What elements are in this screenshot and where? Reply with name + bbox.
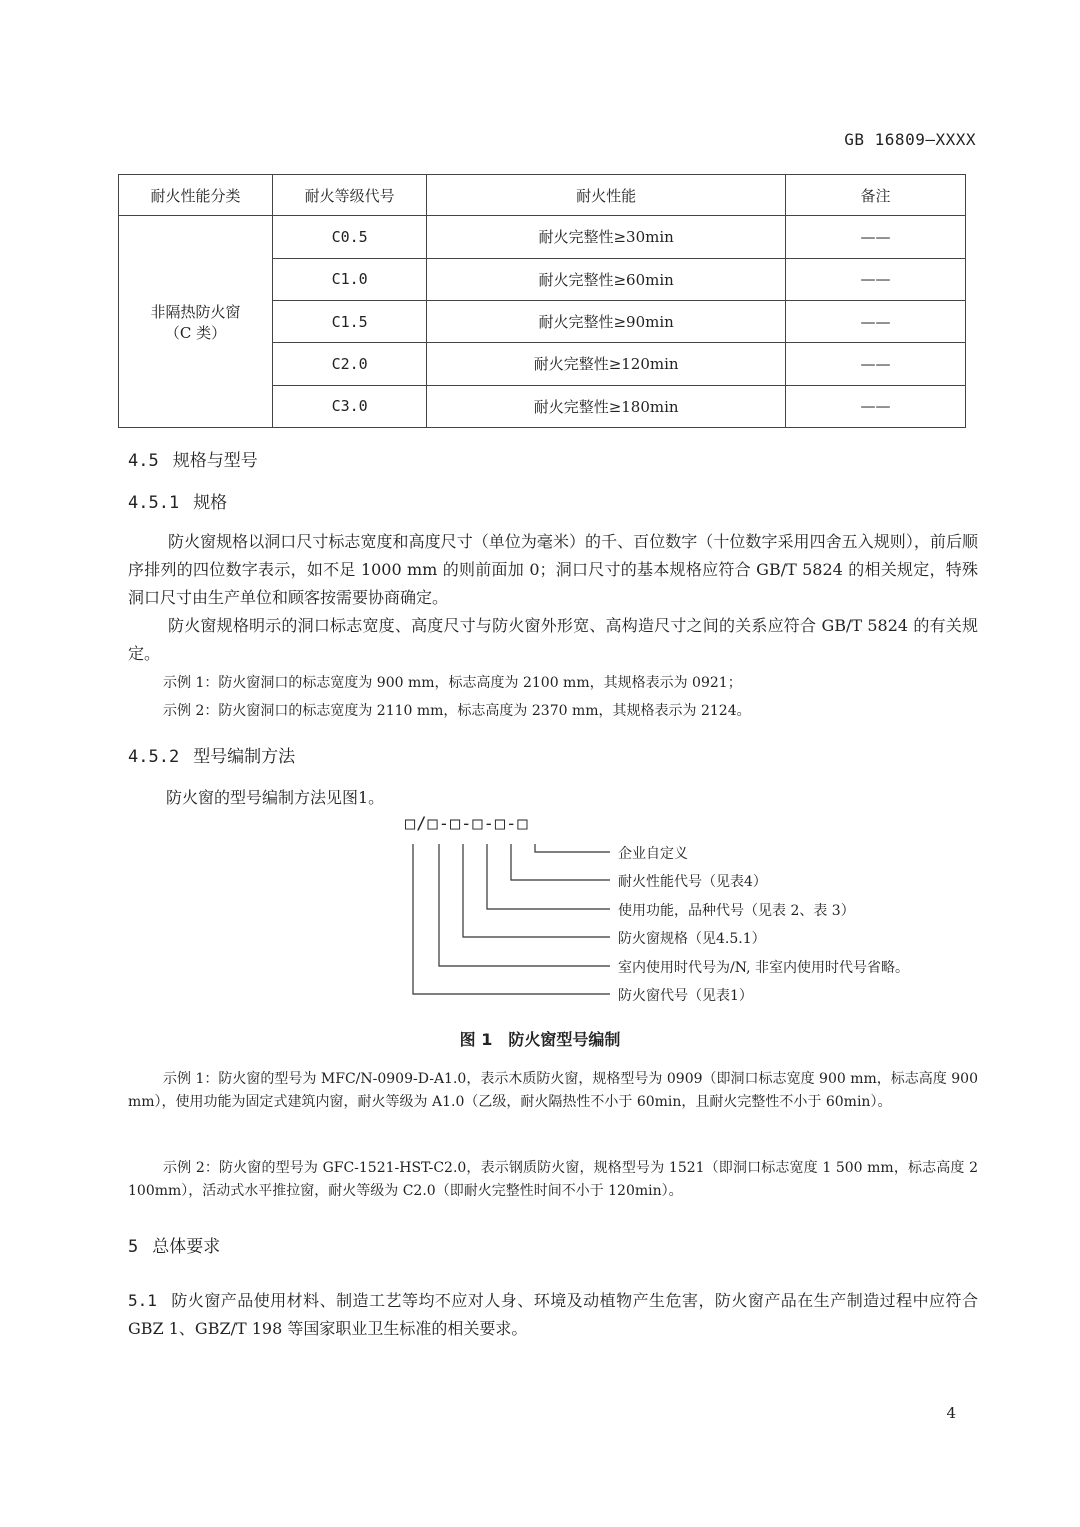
header-note: 备注 bbox=[786, 175, 966, 216]
document-code: GB 16809—XXXX bbox=[844, 130, 976, 149]
example-model-1: 示例 1：防火窗的型号为 MFC/N-0909-D-A1.0，表示木质防火窗，规格型号为 0909（即洞口标志宽度 900 mm，标志高度 900 mm），使用功能为固定式建筑内窗，耐火等级为 A1.0（乙级，耐火隔热性不小于 60min，且耐火完整性不小于 60min）。 bbox=[128, 1071, 978, 1110]
category-line2: （C 类） bbox=[164, 323, 227, 342]
note: —— bbox=[786, 300, 966, 342]
section-heading-4-5-1 bbox=[128, 488, 227, 513]
note: —— bbox=[786, 258, 966, 300]
section-number: 4.5 bbox=[128, 451, 159, 471]
diagram-label-spec: 防火窗规格（见4.5.1） bbox=[618, 931, 766, 947]
bracket-lines bbox=[405, 814, 620, 1014]
note: —— bbox=[786, 385, 966, 427]
clause-number: 5.1 bbox=[128, 1291, 157, 1310]
grade-code: C2.0 bbox=[273, 343, 427, 385]
category-cell bbox=[119, 216, 273, 428]
grade-code: C0.5 bbox=[273, 216, 427, 258]
fire-resistance-table bbox=[118, 174, 966, 428]
grade-code: C1.5 bbox=[273, 300, 427, 342]
page-number: 4 bbox=[946, 1404, 956, 1422]
note: —— bbox=[786, 343, 966, 385]
performance: 耐火完整性≥180min bbox=[427, 385, 786, 427]
performance: 耐火完整性≥120min bbox=[427, 343, 786, 385]
table-row bbox=[119, 216, 966, 258]
diagram-label-company: 企业自定义 bbox=[618, 846, 688, 862]
category-line1: 非隔热防火窗 bbox=[150, 302, 241, 321]
section-number: 4.5.2 bbox=[128, 747, 180, 767]
paragraph-spec-relation: 防火窗规格明示的洞口标志宽度、高度尺寸与防火窗外形宽、高构造尺寸之间的关系应符合 GB/T 5824 的有关规定。 bbox=[128, 616, 978, 663]
header-grade-code: 耐火等级代号 bbox=[273, 175, 427, 216]
figure-caption: 图 1 防火窗型号编制 bbox=[459, 1030, 621, 1049]
diagram-label-indoor: 室内使用时代号为/N, 非室内使用时代号省略。 bbox=[618, 960, 909, 976]
section-title: 总体要求 bbox=[152, 1237, 221, 1257]
section-number: 5 bbox=[128, 1237, 139, 1257]
diagram-label-fire-code: 耐火性能代号（见表4） bbox=[618, 874, 767, 890]
section-title: 规格与型号 bbox=[172, 451, 258, 471]
performance: 耐火完整性≥90min bbox=[427, 300, 786, 342]
performance: 耐火完整性≥60min bbox=[427, 258, 786, 300]
section-heading-4-5-2 bbox=[128, 742, 295, 767]
section-heading-4-5 bbox=[128, 446, 258, 471]
diagram-label-window-code: 防火窗代号（见表1） bbox=[618, 988, 753, 1004]
example-1: 示例 1：防火窗洞口的标志宽度为 900 mm，标志高度为 2100 mm，其规格表示为 0921； bbox=[163, 675, 742, 691]
note: —— bbox=[786, 216, 966, 258]
diagram-label-function: 使用功能，品种代号（见表 2、表 3） bbox=[618, 903, 855, 919]
header-performance: 耐火性能 bbox=[427, 175, 786, 216]
example-2: 示例 2：防火窗洞口的标志宽度为 2110 mm，标志高度为 2370 mm，其规格表示为 2124。 bbox=[163, 703, 751, 719]
example-model-2: 示例 2：防火窗的型号为 GFC-1521-HST-C2.0，表示钢质防火窗，规格型号为 1521（即洞口标志宽度 1 500 mm，标志高度 2 100mm），活动式水平推拉窗，耐火等级为 C2.0（即耐火完整性时间不小于 120min）。 bbox=[128, 1160, 978, 1199]
performance: 耐火完整性≥30min bbox=[427, 216, 786, 258]
model-pattern: □/□-□-□-□-□ bbox=[405, 814, 529, 834]
paragraph-spec-rule: 防火窗规格以洞口尺寸标志宽度和高度尺寸（单位为毫米）的千、百位数字（十位数字采用四舍五入规则），前后顺序排列的四位数字表示，如不足 1000 mm 的则前面加 0；洞口尺寸的基本规格应符合 GB/T 5824 的相关规定，特殊洞口尺寸由生产单位和顾客按需要协商确定。 bbox=[128, 532, 978, 607]
paragraph-model-ref: 防火窗的型号编制方法见图1。 bbox=[166, 788, 385, 807]
header-category: 耐火性能分类 bbox=[119, 175, 273, 216]
table-header-row bbox=[119, 175, 966, 216]
section-title: 型号编制方法 bbox=[193, 747, 296, 767]
paragraph-5-1 bbox=[128, 1287, 978, 1343]
grade-code: C1.0 bbox=[273, 258, 427, 300]
section-heading-5 bbox=[128, 1232, 220, 1257]
section-title: 规格 bbox=[193, 493, 228, 513]
section-number: 4.5.1 bbox=[128, 493, 180, 513]
clause-text: 防火窗产品使用材料、制造工艺等均不应对人身、环境及动植物产生危害，防火窗产品在生产制造过程中应符合 GBZ 1、GBZ/T 198 等国家职业卫生标准的相关要求。 bbox=[128, 1291, 978, 1338]
grade-code: C3.0 bbox=[273, 385, 427, 427]
